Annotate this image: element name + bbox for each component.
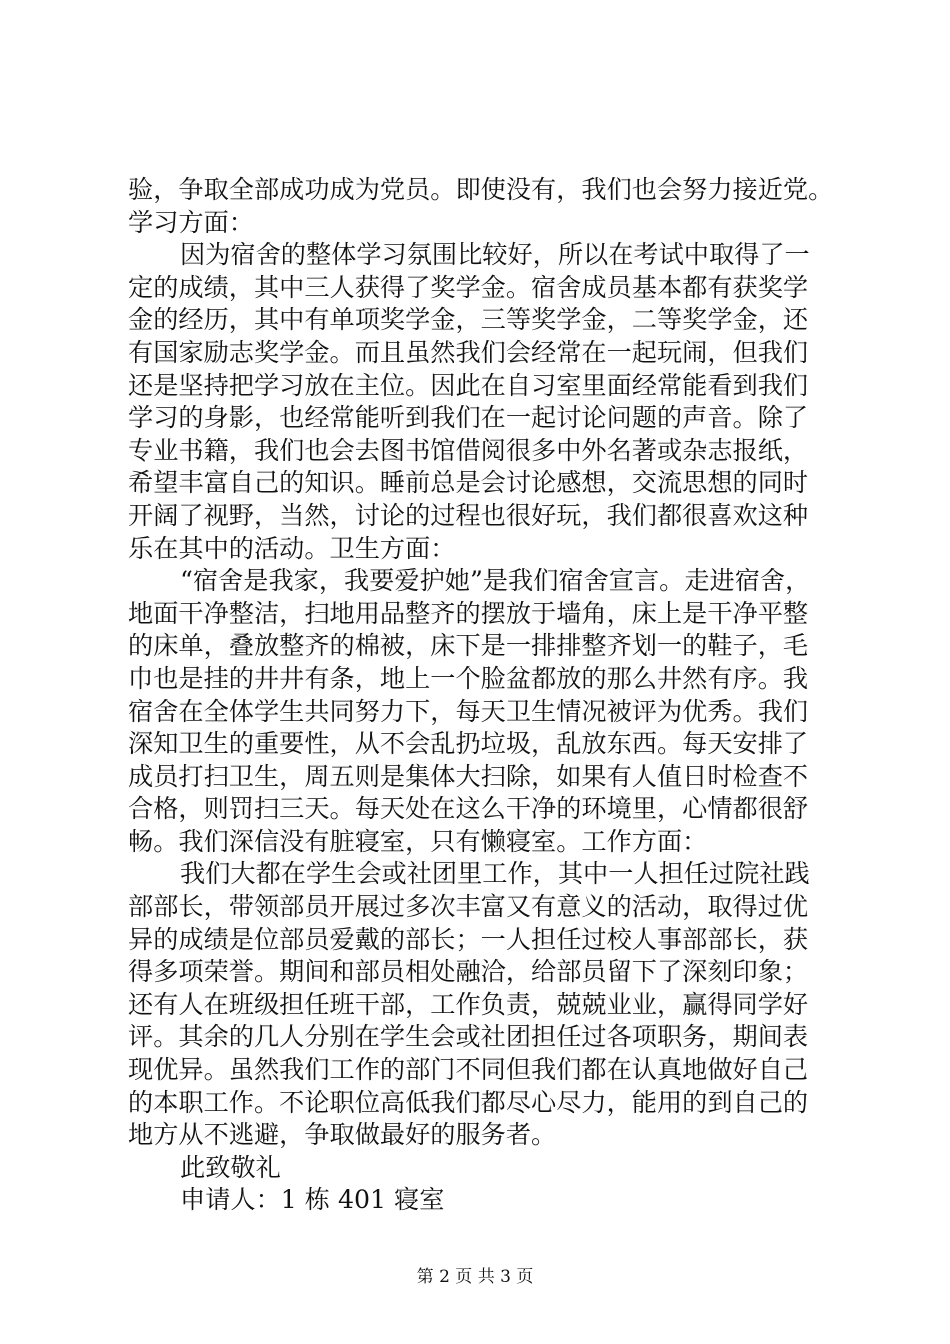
text-line: 现优异。虽然我们工作的部门不同但我们都在认真地做好自己 [128, 1055, 809, 1085]
text-line: 因为宿舍的整体学习氛围比较好，所以在考试中取得了一 [180, 240, 810, 270]
text-line: 学习的身影，也经常能听到我们在一起讨论问题的声音。除了 [128, 403, 809, 433]
text-line: 畅。我们深信没有脏寝室，只有懒寝室。工作方面： [128, 826, 708, 856]
text-line: 还是坚持把学习放在主位。因此在自习室里面经常能看到我们 [128, 370, 809, 400]
page-footer: 第 2 页 共 3 页 [416, 1267, 534, 1287]
text-line: 验，争取全部成功成为党员。即使没有，我们也会努力接近党。 [128, 175, 834, 204]
text-line: 有国家励志奖学金。而且虽然我们会经常在一起玩闹，但我们 [128, 337, 809, 367]
text-line: 开阔了视野，当然，讨论的过程也很好玩，我们都很喜欢这种 [128, 500, 809, 530]
text-line: 我们大都在学生会或社团里工作，其中一人担任过院社践 [180, 859, 810, 889]
text-line: 希望丰富自己的知识。睡前总是会讨论感想，交流思想的同时 [128, 468, 809, 498]
text-line: 宿舍在全体学生共同努力下，每天卫生情况被评为优秀。我们 [128, 696, 809, 726]
text-line: 得多项荣誉。期间和部员相处融洽，给部员留下了深刻印象； [128, 957, 809, 987]
text-line: 专业书籍，我们也会去图书馆借阅很多中外名著或杂志报纸， [128, 435, 809, 465]
text-line: 巾也是挂的井井有条，地上一个脸盆都放的那么井然有序。我 [128, 663, 809, 693]
text-line: 地面干净整洁，扫地用品整齐的摆放于墙角，床上是干净平整 [128, 598, 809, 628]
text-line: 部部长，带领部员开展过多次丰富又有意义的活动，取得过优 [128, 892, 809, 922]
text-line: 乐在其中的活动。卫生方面： [128, 533, 456, 563]
text-line: 的床单，叠放整齐的棉被，床下是一排排整齐划一的鞋子，毛 [128, 631, 809, 661]
text-line: 深知卫生的重要性，从不会乱扔垃圾，乱放东西。每天安排了 [128, 729, 809, 759]
text-line: 申请人：1 栋 401 寝室 [180, 1185, 445, 1215]
text-line: 地方从不逃避，争取做最好的服务者。 [128, 1120, 557, 1150]
text-line: 的本职工作。不论职位高低我们都尽心尽力，能用的到自己的 [128, 1087, 809, 1117]
text-line: 学习方面： [128, 207, 254, 237]
text-line: 定的成绩，其中三人获得了奖学金。宿舍成员基本都有获奖学 [128, 272, 809, 302]
text-line: 此致敬礼 [180, 1152, 281, 1182]
text-line: 成员打扫卫生，周五则是集体大扫除，如果有人值日时检查不 [128, 761, 809, 791]
text-line: 合格，则罚扫三天。每天处在这么干净的环境里，心情都很舒 [128, 794, 809, 824]
document-body [128, 174, 848, 1217]
text-line: 异的成绩是位部员爱戴的部长；一人担任过校人事部部长，获 [128, 924, 809, 954]
text-line: 还有人在班级担任班干部，工作负责，兢兢业业，赢得同学好 [128, 989, 809, 1019]
text-line: 评。其余的几人分别在学生会或社团担任过各项职务，期间表 [128, 1022, 809, 1052]
text-line: “宿舍是我家，我要爱护她”是我们宿舍宣言。走进宿舍， [180, 566, 811, 596]
text-line: 金的经历，其中有单项奖学金，三等奖学金，二等奖学金，还 [128, 305, 809, 335]
